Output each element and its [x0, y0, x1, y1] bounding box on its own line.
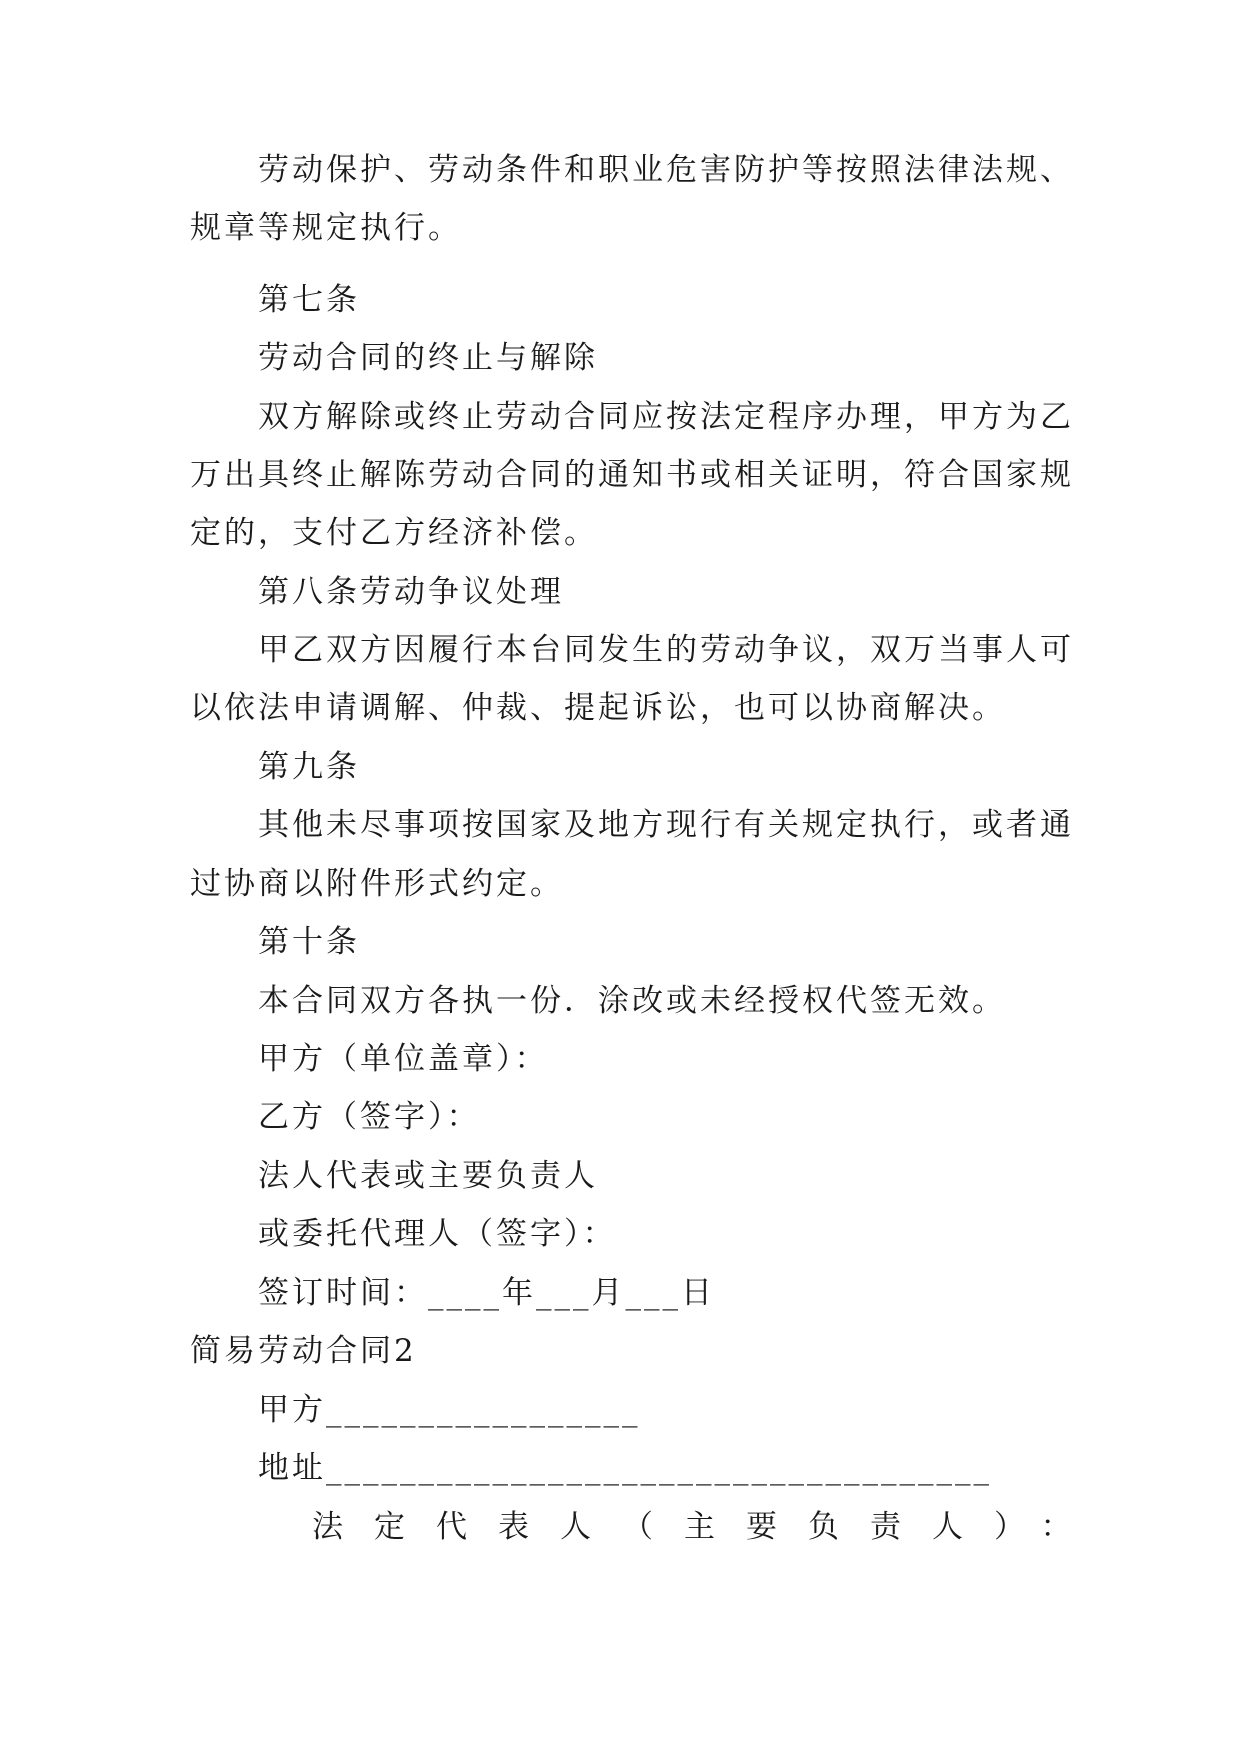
address-field: 地址____________________________________ — [258, 1450, 992, 1486]
article-heading: 第八条劳动争议处理 — [258, 574, 564, 610]
legal-rep-label: 法人代表或主要负责人 — [258, 1158, 598, 1194]
party-b-sign-label: 乙方（签字）： — [258, 1099, 481, 1135]
paragraph-line: 以依法申请调解、仲裁、提起诉讼，也可以协商解决。 — [190, 690, 1006, 726]
paragraph-line: 万出具终止解陈劳动合同的通知书或相关证明，符合国家规 — [190, 457, 1074, 493]
agent-sign-label: 或委托代理人（签字）： — [258, 1216, 617, 1252]
legal-rep-field: 法定代表人（主要负责人）： — [312, 1509, 1103, 1545]
sign-date-label: 签订时间：____年___月___日 — [258, 1275, 715, 1311]
paragraph-line: 双方解除或终止劳动合同应按法定程序办理，甲方为乙 — [258, 399, 1074, 435]
article-heading: 第九条 — [258, 749, 360, 785]
paragraph-line: 过协商以附件形式约定。 — [190, 866, 564, 902]
article-heading: 第七条 — [258, 282, 360, 318]
article-heading: 第十条 — [258, 924, 360, 960]
party-a-field: 甲方_________________ — [258, 1392, 641, 1428]
article-subheading: 劳动合同的终止与解除 — [258, 340, 598, 376]
section-title: 简易劳动合同2 — [190, 1333, 417, 1369]
paragraph-line: 本合同双方各执一份．涂改或未经授权代签无效。 — [258, 983, 1006, 1019]
paragraph-line: 其他未尽事项按国家及地方现行有关规定执行，或者通 — [258, 807, 1074, 843]
party-a-seal-label: 甲方（单位盖章）： — [258, 1041, 549, 1077]
paragraph-line: 甲乙双方因履行本台同发生的劳动争议，双万当事人可 — [258, 632, 1074, 668]
paragraph-line: 劳动保护、劳动条件和职业危害防护等按照法律法规、 — [258, 152, 1074, 188]
paragraph-line: 定的，支付乙方经济补偿。 — [190, 515, 598, 551]
paragraph-line: 规章等规定执行。 — [190, 210, 462, 246]
